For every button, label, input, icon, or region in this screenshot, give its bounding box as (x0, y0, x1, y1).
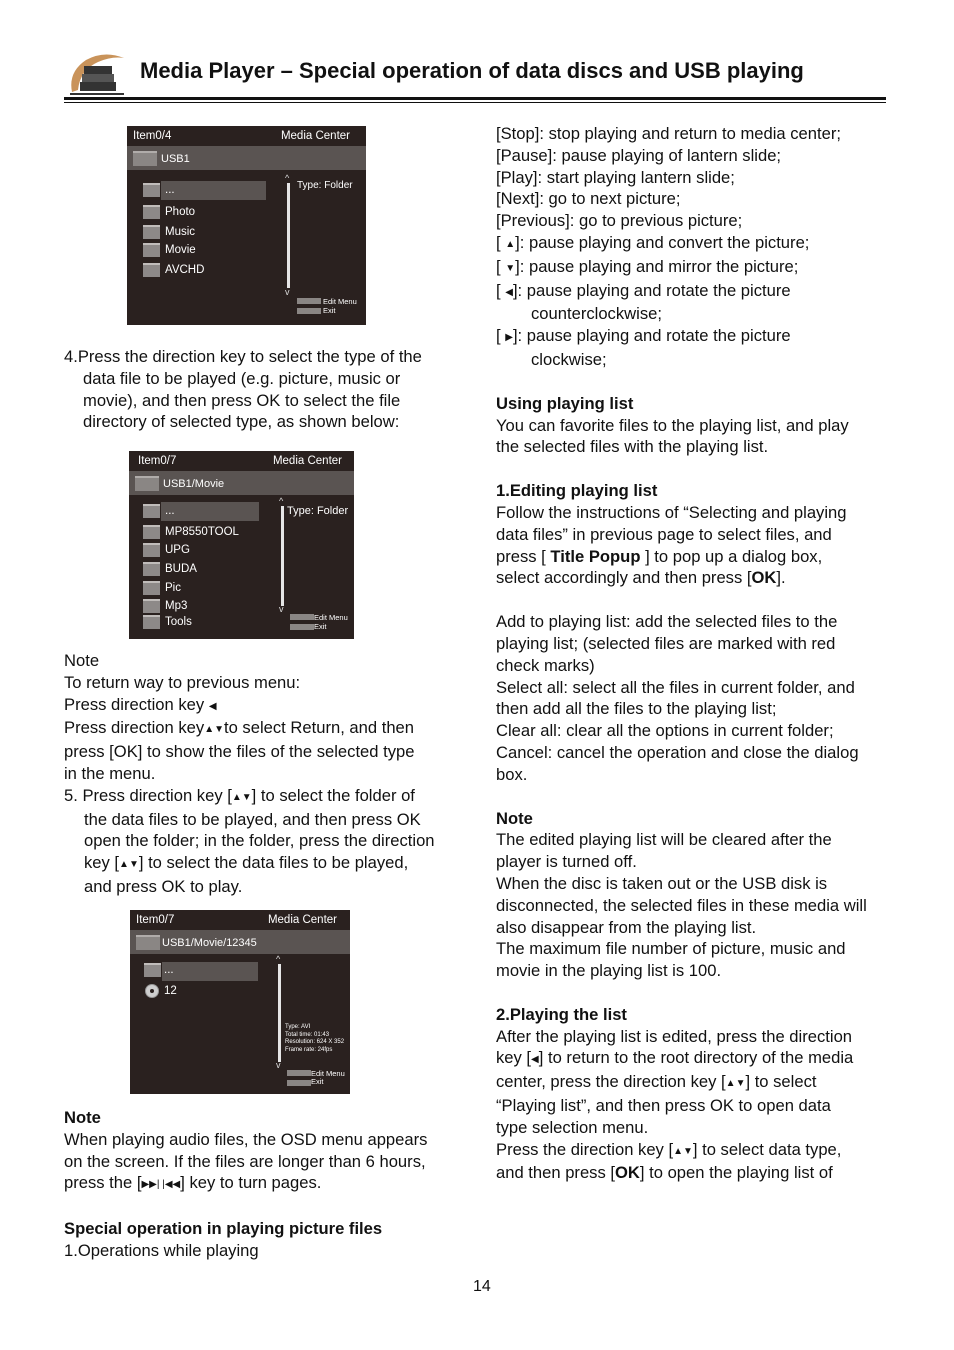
up-down-arrow-icon: ▲▼ (673, 1145, 693, 1157)
screen-title: Media Center (267, 914, 337, 926)
type-label: Type: Folder (287, 505, 349, 517)
folder-icon (143, 581, 160, 595)
left-arrow-icon: ◀ (505, 286, 513, 298)
folder-icon (143, 243, 160, 257)
left-arrow-icon: ◀ (208, 700, 217, 712)
edit-menu-button-icon[interactable] (287, 1070, 311, 1076)
screen-title: Media Center (272, 455, 342, 467)
down-arrow-icon: ▼ (505, 262, 516, 274)
page-number: 14 (473, 1278, 491, 1295)
up-down-arrow-icon: ▲▼ (204, 724, 224, 736)
step4-text: 4.Press the direction key to select the type of the data file to be played (e.g. picture, music or movie), and then press OK to select the file directory of selected type, as shown below: (64, 347, 422, 432)
up-down-arrow-icon: ▲▼ (725, 1078, 746, 1090)
right-column: [Stop]: stop playing and return to media center; [Pause]: pause playing of lantern slide; [Play]: start playing lantern slide; [Next]: go to next picture; [Previous]: go to previous picture; [ ▲]: pause playing and convert the picture; [ ▼]: pause playing and mirror the picture; [ ◀]: pause playing and rotate the picture counterclockwise; [ ▶]: pause playing and rotate the picture clockwise; Using playing list You can favorite files to the playing list, and play the selected files with the playing list. 1.Editing playing list Follow the instructions of “Selecting and playing data files” in previous page to select files, and press [ Title Popup ] to pop up a dialog box, select accordingly and then press [OK]. Add to playing list: add the selected files to the playing list; (selected files are marked with red check marks) Select all: select all the files in current folder, and then add all the files to the playing list; Clear all: clear all the options in current folder; Cancel: cancel the operation and close the dialog box. Note The edited playing list will be cleared after the player is turned off. When the disc is taken out or the USB disk is disconnected, the selected files in these media will also disappear from the playing list. The maximum file number of picture, music and movie in the playing list is 100. 2.Playing the list After the playing list is edited, press the direction key [◀] to return to the root directory of the media center, press the direction key [▲▼] to select “Playing list”, and then press OK to open data type selection menu. Press the direction key [▲▼] to select data type, and then press [OK] to open the playing list of (496, 124, 867, 1183)
up-down-arrow-icon: ▲▼ (119, 859, 139, 871)
folder-icon (143, 615, 160, 629)
exit-button-icon[interactable] (290, 624, 314, 630)
folder-icon (143, 525, 160, 539)
item-counter: Item0/7 (138, 455, 177, 467)
scroll-down-arrow-icon[interactable]: v (276, 1060, 281, 1070)
folder-icon (143, 225, 160, 239)
exit-label: Exit (314, 622, 327, 631)
folder-icon (143, 205, 160, 219)
up-down-arrow-icon: ▲▼ (231, 791, 252, 803)
current-path: USB1 (161, 153, 190, 165)
folder-icon (144, 963, 161, 977)
media-center-screen-usb1-movie: Item0/7 Media Center USB1/Movie ... MP8550TOOL UPG BUDA Pic Mp3 Tools ^ v Type: Folder Edit Menu Exit (129, 451, 354, 639)
file-info: Type: AVI Total time: 01:43 Resolution: 624 X 352 Frame rate: 24fps (285, 1024, 345, 1053)
exit-label: Exit (323, 306, 336, 315)
header-rule (64, 97, 886, 100)
scrollbar[interactable] (287, 183, 290, 288)
edit-menu-label: Edit Menu (311, 1069, 345, 1078)
note-audio-text: Note When playing audio files, the OSD menu appears on the screen. If the files are longer than 6 hours, press the [▶▶| |◀◀] key to turn pages. Special operation in playing picture files 1.Operations while playing (64, 1108, 428, 1260)
scroll-up-arrow-icon[interactable]: ^ (285, 173, 290, 183)
movie-reel-icon (145, 984, 159, 998)
edit-menu-label: Edit Menu (314, 613, 348, 622)
header-rule-thin (64, 102, 886, 103)
folder-icon (143, 543, 160, 557)
selection-highlight (161, 181, 266, 200)
next-prev-icon: ▶▶| |◀◀ (141, 1179, 181, 1191)
edit-menu-button-icon[interactable] (290, 614, 314, 620)
edit-menu-button-icon[interactable] (297, 298, 321, 304)
media-center-screen-usb1-movie-12345: Item0/7 Media Center USB1/Movie/12345 ... 12 ^ v Type: AVI Total time: 01:43 Resolution: 624 X 352 Frame rate: 24fps Edit Menu Exit (130, 910, 350, 1094)
scrollbar[interactable] (281, 506, 284, 606)
folder-icon (143, 562, 160, 576)
type-label: Type: Folder (297, 180, 353, 191)
exit-button-icon[interactable] (287, 1080, 311, 1086)
current-path: USB1/Movie/12345 (162, 937, 257, 949)
scrollbar[interactable] (278, 964, 281, 1062)
folder-icon (143, 263, 160, 277)
scroll-down-arrow-icon[interactable]: v (279, 604, 284, 614)
edit-menu-label: Edit Menu (323, 297, 357, 306)
note-return-text: Note To return way to previous menu: Press direction key ◀ Press direction key▲▼to select Return, and then press [OK] to show the files of the selected type in the menu. 5. Press direction key [▲▼] to select the folder of the data files to be played, and then press OK open the folder; in the folder, press the direction key [▲▼] to select the data files to be played, and press OK to play. (64, 651, 435, 896)
current-path: USB1/Movie (163, 478, 225, 490)
selection-highlight (162, 962, 258, 981)
folder-icon (133, 151, 157, 166)
folder-icon (136, 935, 160, 950)
exit-label: Exit (311, 1077, 324, 1086)
folder-icon (143, 183, 160, 197)
scroll-up-arrow-icon[interactable]: ^ (276, 954, 281, 964)
folder-icon (135, 476, 159, 491)
selection-highlight (161, 502, 259, 521)
item-counter: Item0/4 (133, 130, 172, 142)
page-title: Media Player – Special operation of data discs and USB playing (140, 58, 804, 83)
folder-icon (143, 599, 160, 613)
folder-icon (143, 504, 160, 518)
screen-title: Media Center (280, 130, 350, 142)
up-arrow-icon: ▲ (505, 238, 516, 250)
left-arrow-icon: ◀ (531, 1054, 539, 1066)
media-center-screen-usb1: Item0/4 Media Center USB1 ... Photo Music Movie AVCHD ^ v Type: Folder Edit Menu Exit (127, 126, 366, 325)
books-logo-icon (64, 52, 132, 98)
right-arrow-icon: ▶ (505, 332, 513, 344)
item-counter: Item0/7 (136, 914, 175, 926)
exit-button-icon[interactable] (297, 308, 321, 314)
scroll-down-arrow-icon[interactable]: v (285, 287, 290, 297)
scroll-up-arrow-icon[interactable]: ^ (279, 496, 284, 506)
